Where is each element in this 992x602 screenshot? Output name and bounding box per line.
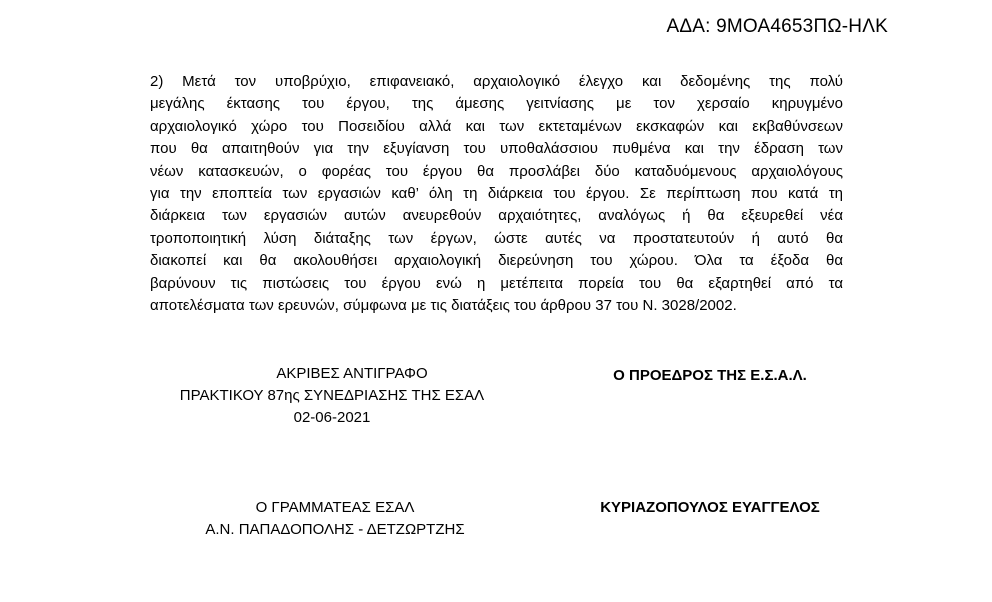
paragraph-line: νέων κατασκευών, ο φορέας του έργου θα προσλάβει δύο καταδυόμενους αρχαιολόγους [150,162,843,180]
paragraph-line: για την εποπτεία των εργασιών καθ’ όλη τη διάρκεια του έργου. Σε περίπτωση που κατά τη [150,184,843,202]
president-title: Ο ΠΡΟΕΔΡΟΣ ΤΗΣ Ε.Σ.Α.Λ. [613,367,807,384]
minutes-session-label: ΠΡΑΚΤΙΚΟΥ 87ης ΣΥΝΕΔΡΙΑΣΗΣ ΤΗΣ ΕΣΑΛ [179,387,485,404]
paragraph-line: 2) Μετά τον υποβρύχιο, επιφανειακό, αρχαιολογικό έλεγχο και δεδομένης της πολύ [150,73,843,90]
paragraph-line: διάρκεια των εργασιών αυτών ανευρεθούν αρχαιότητες, αναλόγως ή θα εξευρεθεί νέα [150,207,843,225]
session-date: 02-06-2021 [293,409,371,426]
paragraph-line: που θα απαιτηθούν για την εξυγίανση του υποθαλάσσιου πυθμένα και την έδραση των [150,140,843,158]
body-paragraph [150,71,843,317]
paragraph-line: αποτελέσματα των ερευνών, σύμφωνα με τις διατάξεις του άρθρου 37 του Ν. 3028/2002. [150,296,737,314]
paragraph-line: βαρύνουν τις πιστώσεις του έργου ενώ η μετέπειτα πορεία του θα εξαρτηθεί από τα [150,274,843,292]
ada-identifier: ΑΔΑ: 9ΜΟΑ4653ΠΩ-ΗΛΚ [666,16,888,37]
president-name: ΚΥΡΙΑΖΟΠΟΥΛΟΣ ΕΥΑΓΓΕΛΟΣ [600,499,820,516]
paragraph-line: αρχαιολογικό χώρο του Ποσειδίου αλλά και των εκτεταμένων εκσκαφών και εκβαθύνσεων [150,117,843,135]
paragraph-line: διακοπεί και θα ακολουθήσει αρχαιολογική διερεύνηση του χώρου. Όλα τα έξοδα θα [150,252,843,270]
paragraph-line: μεγάλης έκτασης του έργου, της άμεσης γειτνίασης με τον χερσαίο κηρυγμένο [150,95,843,113]
paragraph-line: τροποποιητική λύση διάταξης των έργων, ώστε αυτές να προστατευτούν ή αυτό θα [150,229,843,247]
secretary-name: Α.Ν. ΠΑΠΑΔΟΠΟΛΗΣ - ΔΕΤΖΩΡΤΖΗΣ [205,521,465,538]
secretary-title: Ο ΓΡΑΜΜΑΤΕΑΣ ΕΣΑΛ [255,499,415,516]
exact-copy-label: ΑΚΡΙΒΕΣ ΑΝΤΙΓΡΑΦΟ [276,365,428,382]
